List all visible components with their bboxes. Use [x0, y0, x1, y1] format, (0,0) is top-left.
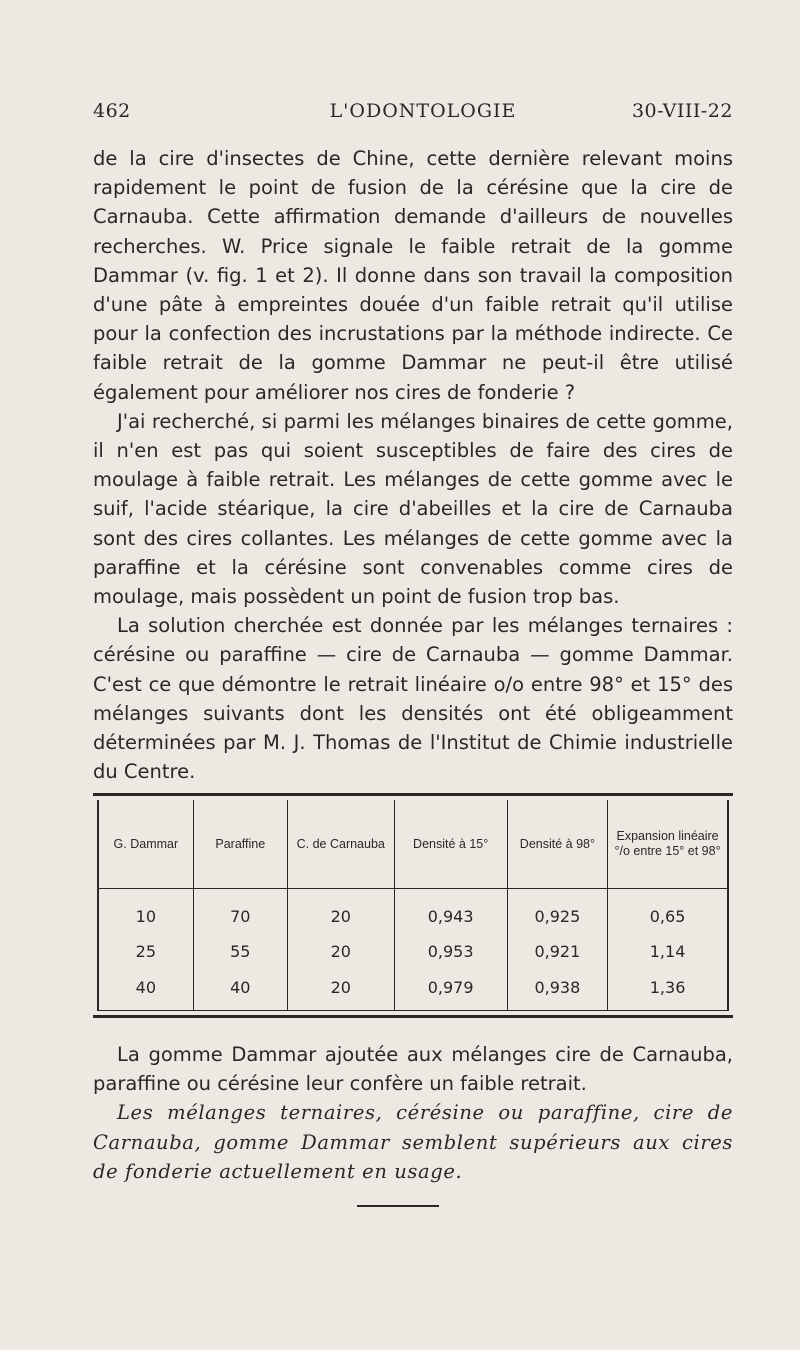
table-cell: 20: [287, 934, 394, 969]
table-cell: 0,65: [649, 906, 686, 926]
table-cell: 1,14: [649, 942, 686, 962]
italic-conclusion: Les mélanges ternaires, cérésine ou paraffine, cire de Carnauba, gomme Dammar semblent supérieurs aux cires de fonderie actuellement en usage.: [93, 1101, 733, 1183]
end-rule: [357, 1205, 439, 1207]
paragraph: La gomme Dammar ajoutée aux mélanges cire de Carnauba, paraffine ou cérésine leur confère un faible retrait.: [93, 1043, 733, 1096]
table-cell: 1,36: [649, 977, 686, 997]
page-header: [93, 100, 733, 126]
column-header: Expansion linéaire °/o entre 15° et 98°: [608, 800, 727, 889]
page-number: 462: [93, 100, 131, 122]
table-cell: 0,925: [507, 889, 607, 935]
column-header: Paraffine: [193, 800, 287, 889]
table-cell: 40: [193, 969, 287, 1010]
table-header-row: [99, 800, 727, 889]
table-row: [99, 934, 727, 969]
issue-date: 30-VIII-22: [631, 100, 733, 122]
table-cell: 40: [99, 969, 193, 1010]
table-row: [99, 969, 727, 1010]
body-text: [93, 144, 733, 786]
table-row: [99, 889, 727, 935]
paragraph: La solution cherchée est donnée par les mélanges ternaires : cérésine ou paraffine — cire de Carnauba — gomme Dammar. C'est ce que démontre le retrait linéaire o/o entre 98° et 15° des mélanges suivants dont les densités ont été obligeamment déterminées par M. J. Thomas de l'Institut de Chimie industrielle du Centre.: [93, 614, 733, 784]
table-cell: 0,938: [507, 969, 607, 1010]
running-title: L'ODONTOLOGIE: [329, 100, 517, 122]
column-header: G. Dammar: [99, 800, 193, 889]
table-cell: 20: [287, 969, 394, 1010]
table-cell: 0,953: [394, 934, 507, 969]
data-table: [93, 793, 733, 1018]
column-header: Densité à 98°: [507, 800, 607, 889]
table-cell: 25: [99, 934, 193, 969]
table-cell: 70: [193, 889, 287, 935]
table-cell: 0,979: [394, 969, 507, 1010]
paragraph: de la cire d'insectes de Chine, cette dernière relevant moins rapidement le point de fusion de la cérésine que la cire de Carnauba. Cette affirmation demande d'ailleurs de nouvelles recherches. W. Price signale le faible retrait de la gomme Dammar (v. fig. 1 et 2). Il donne dans son travail la composition d'une pâte à empreintes douée d'un faible retrait qu'il utilise pour la confection des incrustations par la méthode indirecte. Ce faible retrait de la gomme Dammar ne peut-il être utilisé également pour améliorer nos cires de fonderie ?: [93, 147, 733, 404]
table-cell: 20: [287, 889, 394, 935]
table-cell: 0,943: [394, 889, 507, 935]
conclusion-text: [93, 1040, 733, 1186]
table-cell: 0,921: [507, 934, 607, 969]
column-header: Densité à 15°: [394, 800, 507, 889]
paragraph: J'ai recherché, si parmi les mélanges binaires de cette gomme, il n'en est pas qui soient susceptibles de faire des cires de moulage à faible retrait. Les mélanges de cette gomme avec le suif, l'acide stéarique, la cire d'abeilles et la cire de Carnauba sont des cires collantes. Les mélanges de cette gomme avec la paraffine et la cérésine sont convenables comme cires de moulage, mais possèdent un point de fusion trop bas.: [93, 409, 733, 609]
column-header: C. de Carnauba: [287, 800, 394, 889]
table-cell: 10: [99, 889, 193, 935]
table-cell: 55: [193, 934, 287, 969]
